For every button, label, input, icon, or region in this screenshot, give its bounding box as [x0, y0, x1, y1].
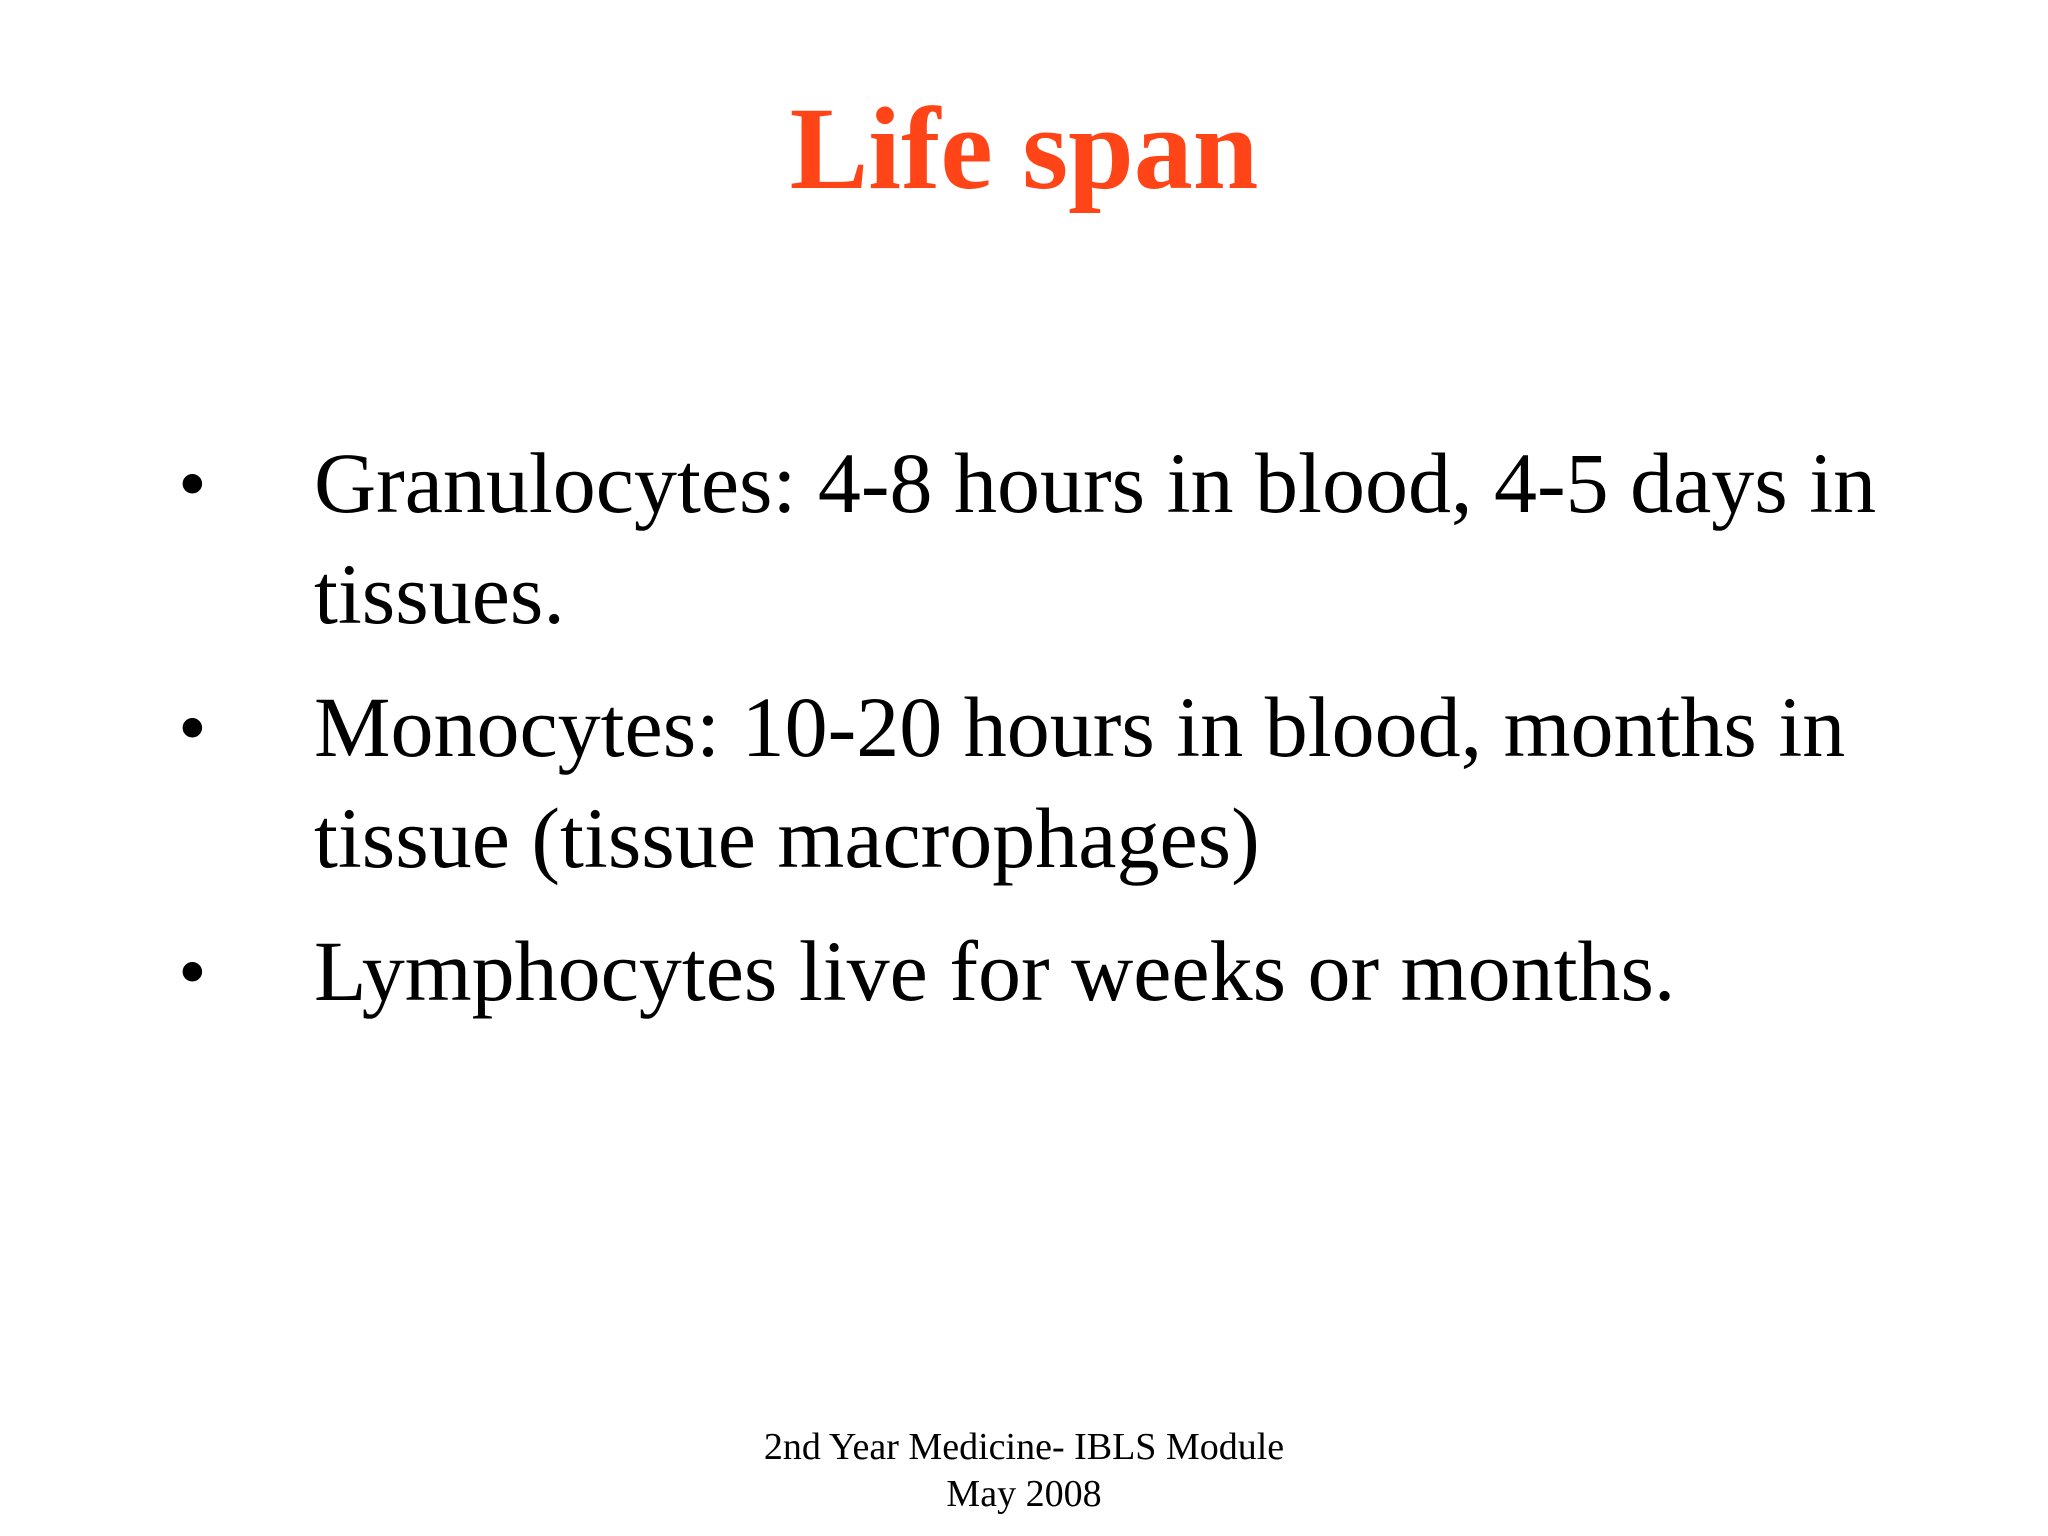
bullet-icon: • [178, 438, 207, 529]
bullet-list [0, 428, 2048, 1027]
bullet-text: Granulocytes: 4-8 hours in blood, 4-5 days in tissues. [314, 435, 1877, 642]
list-item [0, 672, 2048, 894]
footer-date: May 2008 [946, 1473, 1102, 1515]
list-item [0, 916, 2048, 1027]
list-item [0, 428, 2048, 650]
slide-title: Life span [789, 83, 1259, 214]
bullet-icon: • [178, 682, 207, 773]
bullet-text: Lymphocytes live for weeks or months. [314, 923, 1676, 1019]
footer-course: 2nd Year Medicine- IBLS Module [763, 1426, 1285, 1468]
bullet-text: Monocytes: 10-20 hours in blood, months in tissue (tissue macrophages) [314, 679, 1846, 886]
bullet-icon: • [178, 926, 207, 1017]
slide-footer [0, 1424, 2048, 1518]
